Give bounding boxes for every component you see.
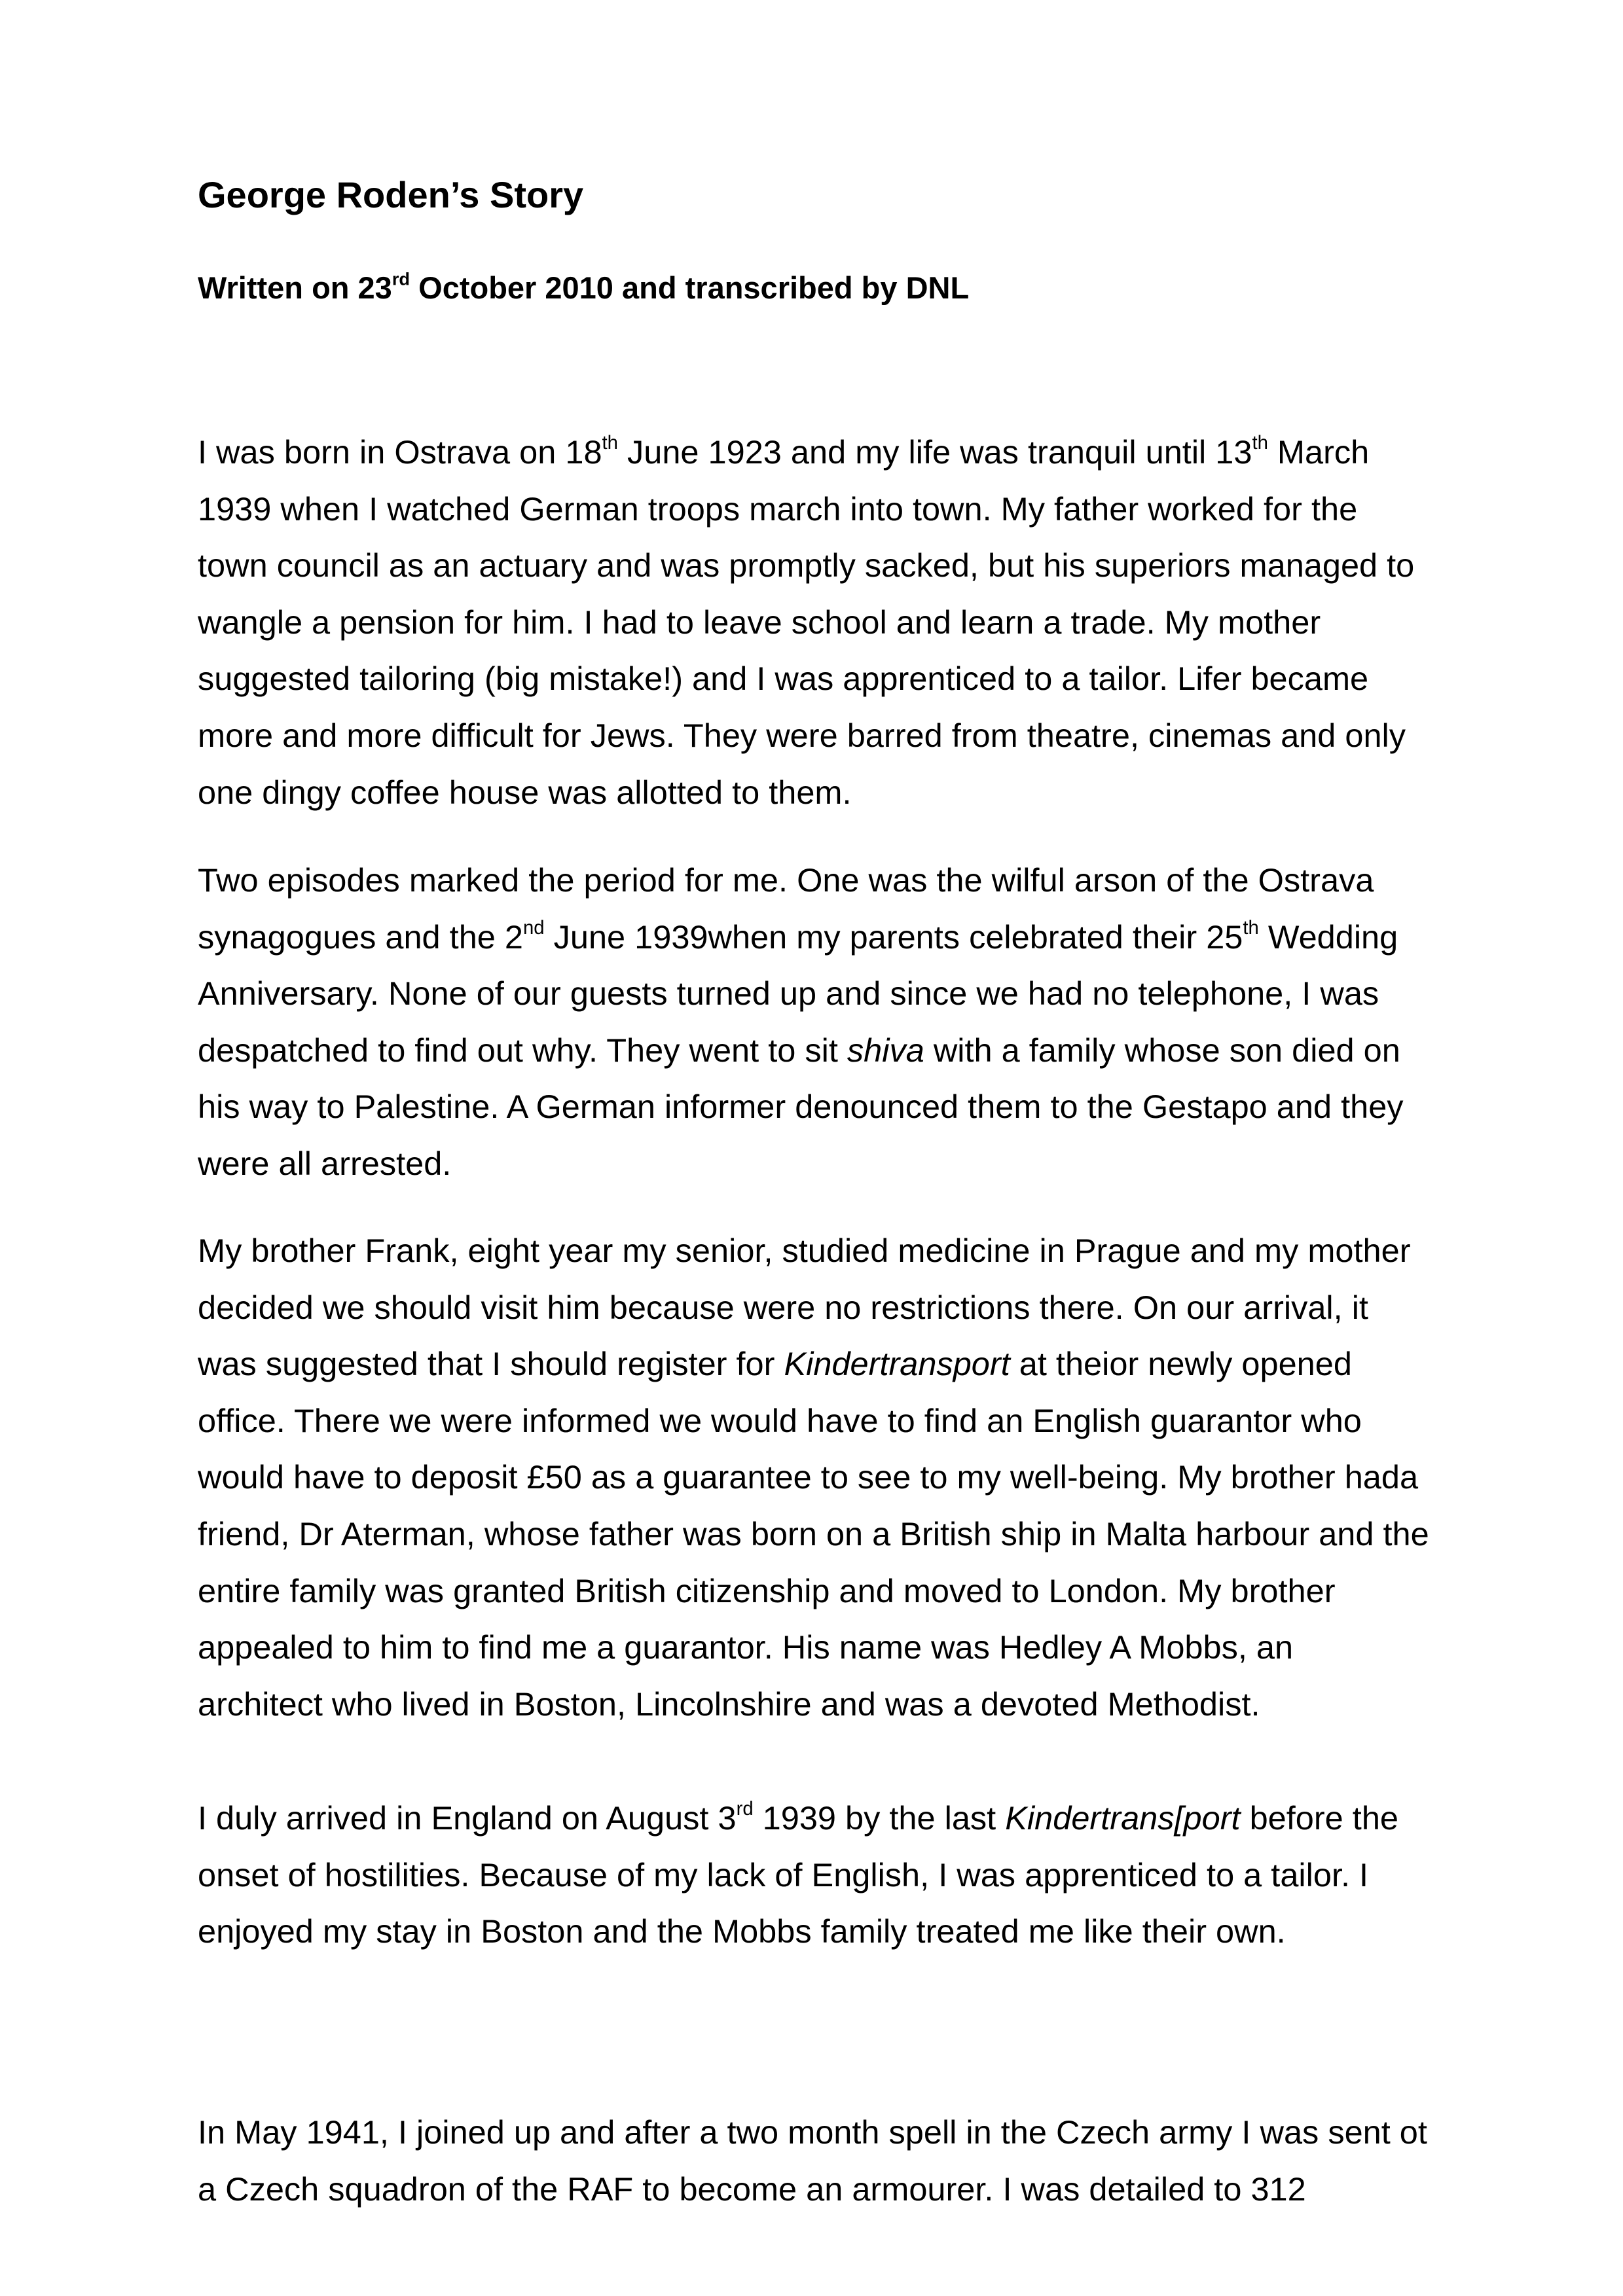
text-segment: onset of hostilities. Because of my lack of English, I was apprenticed to a tailor. I: [198, 1856, 1369, 1893]
text-line: [198, 651, 1507, 708]
superscript: th: [1243, 916, 1259, 939]
text-line: [198, 1393, 1507, 1450]
paragraph-4: [198, 1790, 1507, 1960]
text-segment: June 1923 and my life was tranquil until 13: [617, 433, 1252, 471]
text-line: [198, 2104, 1507, 2161]
subtitle-text-end: October 2010 and transcribed by DNL: [410, 270, 970, 305]
text-line: [198, 764, 1507, 821]
text-line: [198, 1847, 1507, 1904]
text-line: [198, 1506, 1507, 1563]
text-segment: June 1939when my parents celebrated their 25: [544, 918, 1243, 956]
text-segment: In May 1941, I joined up and after a two month spell in the Czech army I was sent ot: [198, 2113, 1427, 2151]
text-segment: My brother Frank, eight year my senior, studied medicine in Prague and my mother: [198, 1232, 1411, 1269]
text-segment: enjoyed my stay in Boston and the Mobbs family treated me like their own.: [198, 1912, 1286, 1950]
text-line: [198, 852, 1507, 909]
text-line: [198, 594, 1507, 651]
text-line: [198, 1336, 1507, 1393]
italic-text: Kindertrans[port: [1005, 1799, 1241, 1837]
text-line: [198, 1903, 1507, 1960]
superscript: rd: [736, 1798, 754, 1820]
text-segment: synagogues and the 2: [198, 918, 523, 956]
text-segment: with a family whose son died on: [924, 1031, 1400, 1069]
text-line: [198, 1136, 1507, 1193]
text-line: [198, 909, 1507, 966]
text-segment: suggested tailoring (big mistake!) and I was apprenticed to a tailor. Lifer became: [198, 660, 1369, 698]
text-segment: a Czech squadron of the RAF to become an armourer. I was detailed to 312: [198, 2170, 1306, 2208]
paragraph-2: [198, 852, 1507, 1193]
text-segment: March: [1267, 433, 1370, 471]
text-segment: I was born in Ostrava on 18: [198, 433, 602, 471]
text-segment: Wedding: [1258, 918, 1398, 956]
paragraph-5: [198, 2104, 1507, 2217]
text-segment: entire family was granted British citizenship and moved to London. My brother: [198, 1571, 1336, 1609]
text-line: [198, 424, 1507, 481]
text-line: [198, 965, 1507, 1022]
text-segment: Two episodes marked the period for me. One was the wilful arson of the Ostrava: [198, 861, 1374, 899]
text-line: [198, 2161, 1507, 2218]
italic-text: Kindertransport: [784, 1345, 1010, 1383]
text-line: [198, 1079, 1507, 1136]
text-line: [198, 1280, 1507, 1336]
text-line: [198, 1449, 1507, 1506]
text-line: [198, 708, 1507, 764]
text-segment: 1939 when I watched German troops march into town. My father worked for the: [198, 490, 1358, 528]
text-segment: his way to Palestine. A German informer denounced them to the Gestapo and they: [198, 1088, 1404, 1126]
text-segment: was suggested that I should register for: [198, 1345, 784, 1383]
text-segment: at theior newly opened: [1010, 1345, 1352, 1383]
text-line: [198, 537, 1507, 594]
subtitle-superscript: rd: [392, 268, 410, 289]
text-segment: architect who lived in Boston, Lincolnshire and was a devoted Methodist.: [198, 1685, 1260, 1723]
text-segment: wangle a pension for him. I had to leave school and learn a trade. My mother: [198, 603, 1321, 641]
text-segment: 1939 by the last: [753, 1799, 1006, 1837]
text-segment: before the: [1240, 1799, 1398, 1837]
page-subtitle: [198, 265, 969, 311]
text-segment: friend, Dr Aterman, whose father was born on a British ship in Malta harbour and the: [198, 1515, 1429, 1552]
superscript: nd: [523, 916, 545, 939]
paragraph-1: [198, 424, 1507, 821]
text-segment: would have to deposit £50 as a guarantee to see to my well-being. My brother hada: [198, 1458, 1419, 1496]
page-title: George Roden’s Story: [198, 174, 584, 215]
text-segment: decided we should visit him because were no restrictions there. On our arrival, it: [198, 1288, 1368, 1326]
text-line: [198, 1223, 1507, 1280]
text-segment: one dingy coffee house was allotted to them.: [198, 773, 852, 811]
superscript: th: [602, 432, 618, 454]
text-segment: despatched to find out why. They went to sit: [198, 1031, 847, 1069]
text-line: [198, 1790, 1507, 1847]
text-segment: town council as an actuary and was promptly sacked, but his superiors managed to: [198, 547, 1415, 584]
text-line: [198, 1563, 1507, 1620]
text-line: [198, 1022, 1507, 1079]
text-segment: more and more difficult for Jews. They were barred from theatre, cinemas and only: [198, 716, 1406, 754]
text-segment: were all arrested.: [198, 1144, 452, 1182]
text-line: [198, 1619, 1507, 1676]
italic-text: shiva: [847, 1031, 924, 1069]
text-segment: I duly arrived in England on August 3: [198, 1799, 737, 1837]
text-segment: appealed to him to find me a guarantor. His name was Hedley A Mobbs, an: [198, 1628, 1294, 1666]
text-line: [198, 1676, 1507, 1733]
superscript: th: [1252, 432, 1268, 454]
text-segment: Anniversary. None of our guests turned up and since we had no telephone, I was: [198, 975, 1379, 1013]
text-line: [198, 481, 1507, 538]
text-segment: office. There we were informed we would have to find an English guarantor who: [198, 1401, 1362, 1439]
paragraph-3: [198, 1223, 1507, 1732]
subtitle-text: Written on 23: [198, 270, 392, 305]
